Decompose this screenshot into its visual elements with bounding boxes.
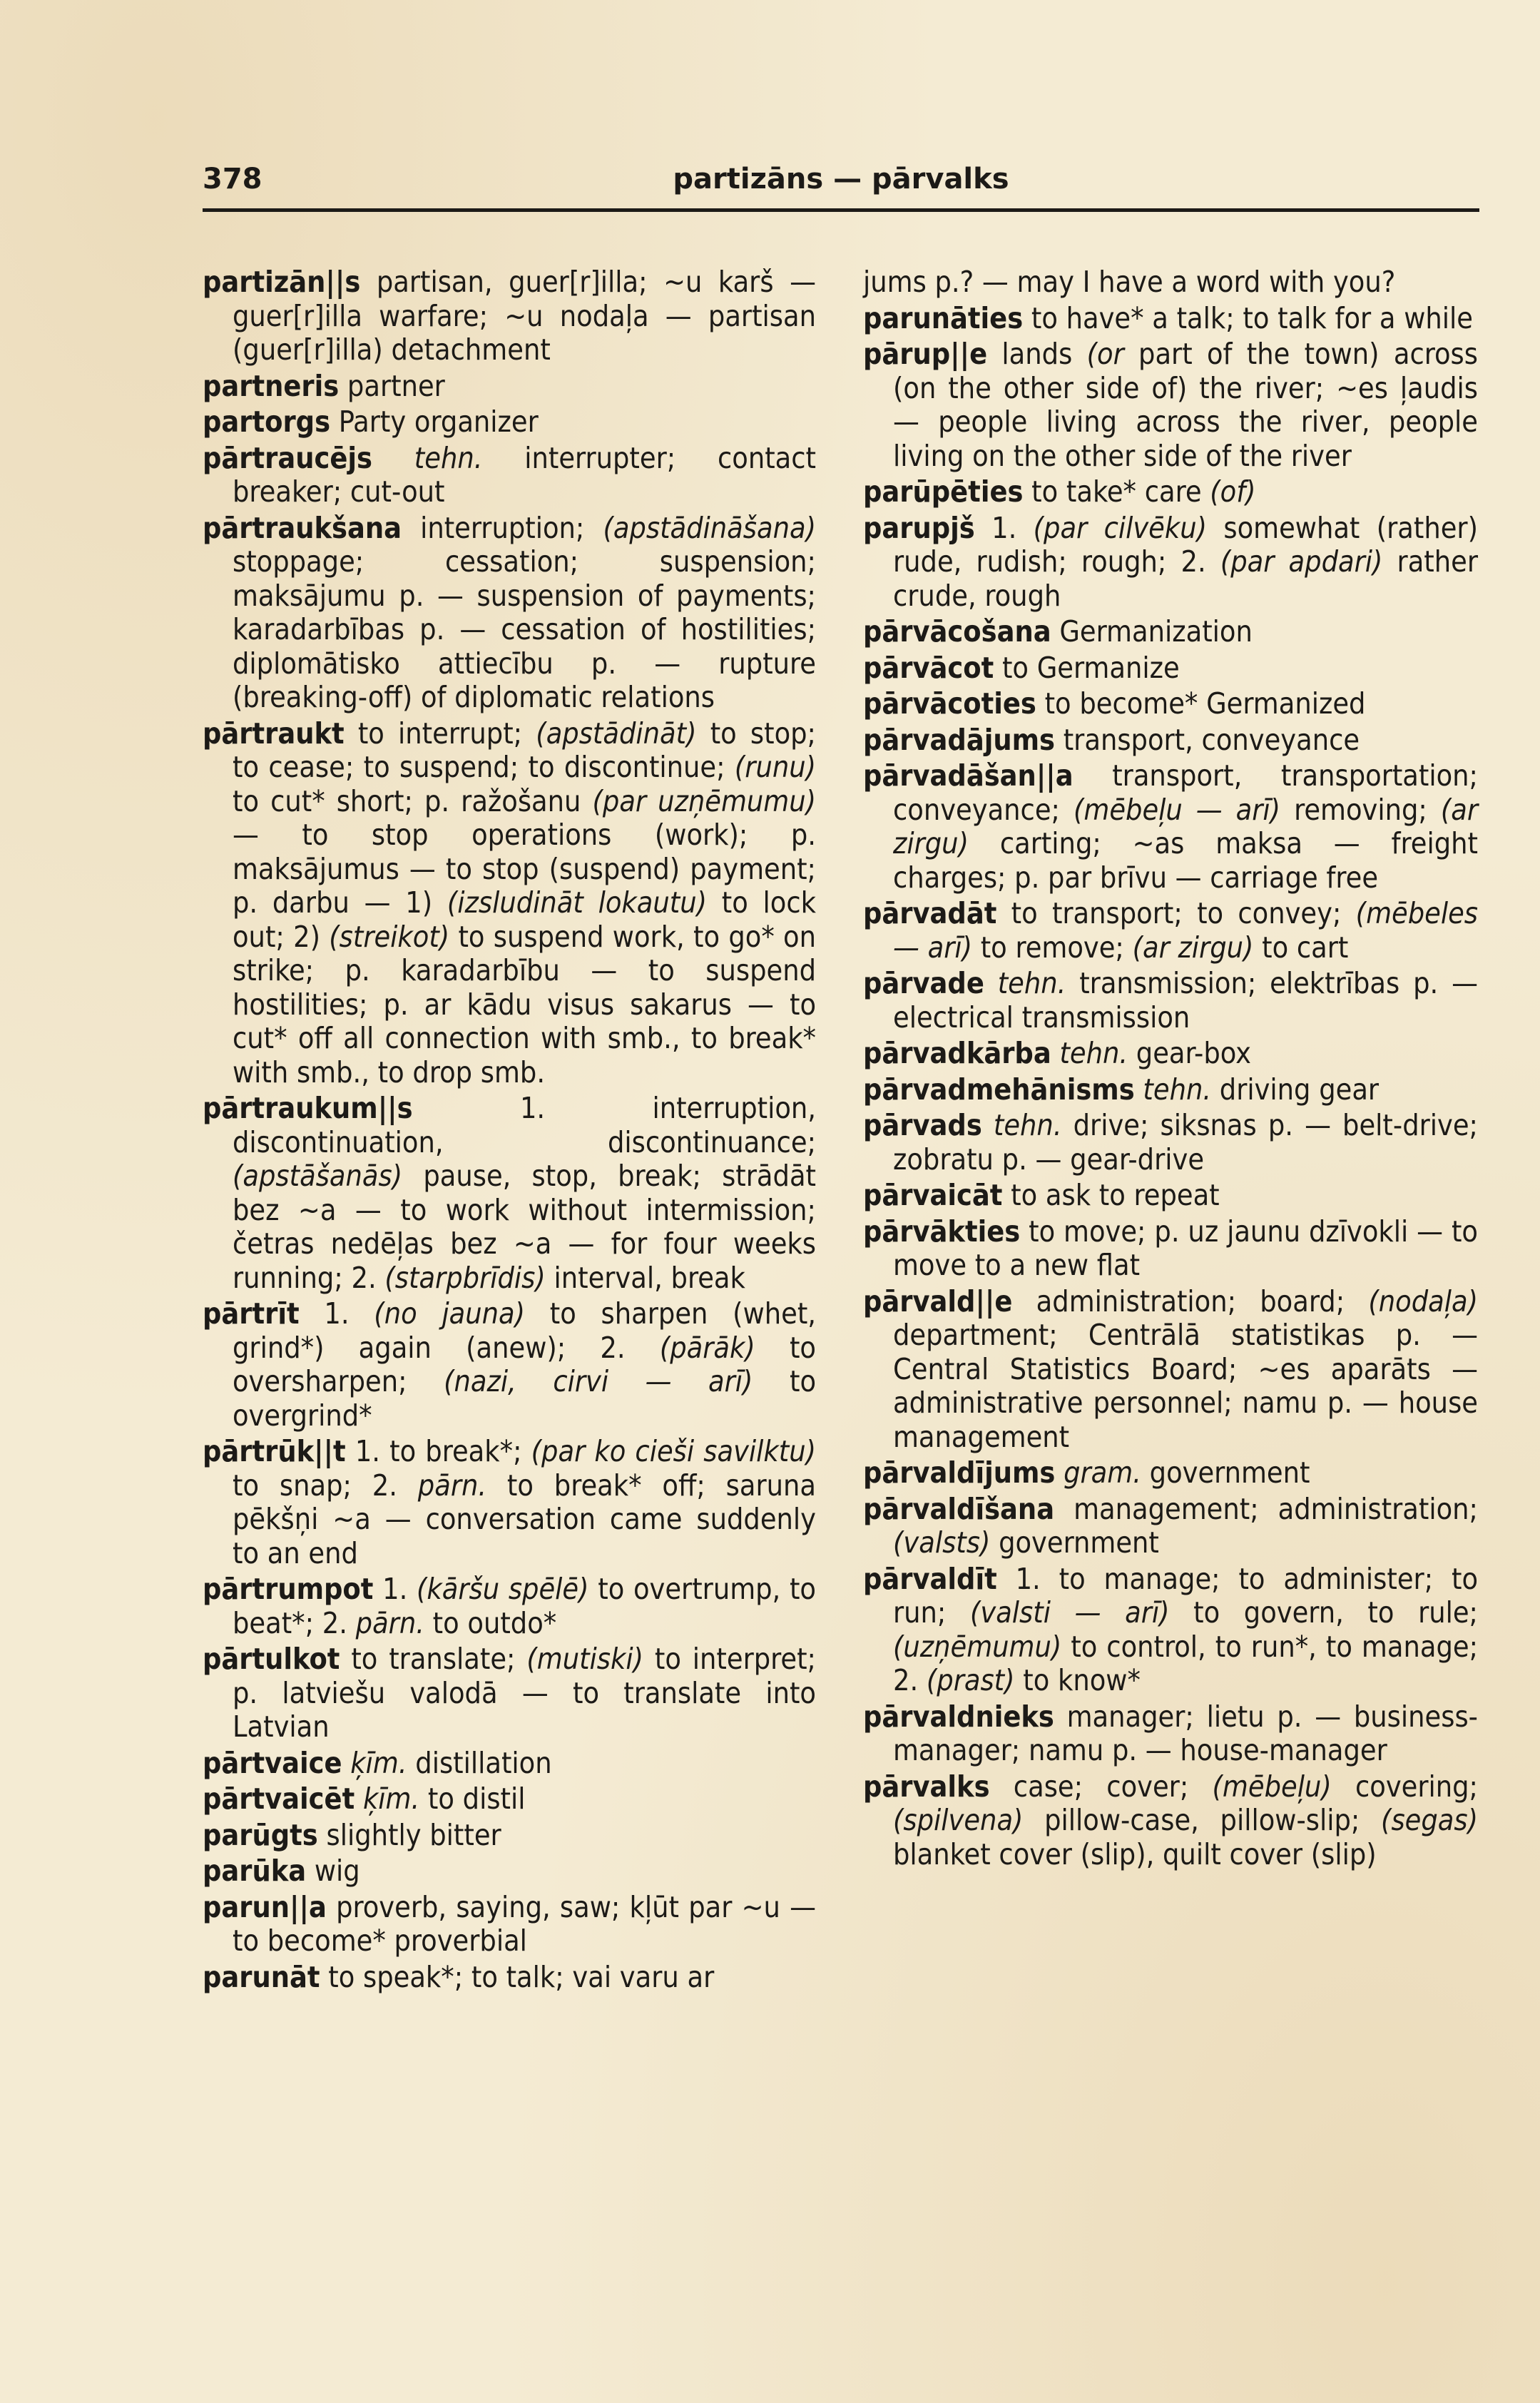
entry-label-italic: (no jauna) — [374, 1296, 526, 1331]
entry-headword: pārtraukum||s — [203, 1091, 413, 1125]
entry-label-italic: (apstāšanās) — [233, 1159, 403, 1193]
dictionary-entry — [203, 1747, 816, 1781]
entry-label-italic: (apstādināšana) — [603, 510, 816, 545]
entry-headword: pārvākties — [863, 1214, 1021, 1249]
entry-label-italic: (par cilvēku) — [1033, 510, 1208, 545]
dictionary-entry — [863, 1285, 1478, 1455]
entry-text: to translate; — [340, 1642, 527, 1676]
entry-text: transport, transportation; conveyance; — [893, 758, 1478, 827]
dictionary-entry — [863, 759, 1478, 895]
dictionary-entry — [203, 1642, 816, 1744]
entry-text: to lock out; 2) — [233, 885, 816, 954]
entry-label-italic: tehn. — [997, 966, 1066, 1000]
right-column — [863, 265, 1478, 1874]
entry-text: gear-box — [1128, 1036, 1251, 1070]
entry-text: to speak*; to talk; vai varu ar — [320, 1959, 715, 1994]
entry-text: interruption; — [402, 510, 603, 545]
entry-text: to transport; to convey; — [996, 896, 1356, 930]
dictionary-entry — [863, 1179, 1478, 1213]
entry-text: administration; board; — [1012, 1284, 1369, 1319]
entry-text: to sharpen (whet, grind*) again (anew); 2. — [233, 1296, 816, 1365]
entry-headword: pārvadājums — [863, 722, 1056, 757]
entry-headword: pārvaldījums — [863, 1455, 1056, 1490]
entry-text — [355, 1782, 363, 1816]
entry-text: 1. to manage; to administer; to run; — [893, 1561, 1478, 1630]
dictionary-entry — [863, 337, 1478, 473]
dictionary-entry — [203, 1092, 816, 1295]
entry-label-italic: (par ko cieši savilktu) — [531, 1434, 816, 1468]
entry-text: to remove; — [972, 930, 1133, 965]
entry-text: somewhat (rather) rude, rudish; rough; 2. — [893, 510, 1478, 579]
entry-label-italic: (streikot) — [329, 919, 450, 954]
dictionary-entry — [203, 1891, 816, 1959]
entry-headword: pārtrīt — [203, 1296, 300, 1331]
dictionary-entry — [203, 1297, 816, 1433]
dictionary-entry — [863, 615, 1478, 649]
entry-label-italic: (ar zirgu) — [893, 792, 1479, 860]
entry-text: to interpret; p. latviešu valodā — to translate into Latvian — [233, 1642, 816, 1744]
entry-label-italic: (apstādināt) — [536, 716, 697, 751]
entry-text: pause, stop, break; strādāt bez ~a — to work without intermission; četras nedēļas bez ~a — for four weeks running; 2. — [233, 1159, 816, 1295]
dictionary-entry — [863, 1215, 1478, 1283]
entry-label-italic: tehn. — [1059, 1036, 1128, 1070]
entry-text: to control, to run*, to manage; 2. — [893, 1629, 1478, 1697]
entry-text: drive; siksnas p. — belt-drive; zobratu p. — gear-drive — [893, 1108, 1478, 1177]
entry-text: covering; — [1331, 1769, 1478, 1804]
entry-headword: pārvadkārba — [863, 1036, 1051, 1070]
dictionary-entry — [863, 512, 1478, 614]
entry-text: management; administration; — [1054, 1491, 1478, 1526]
entry-text: to stop; to cease; to suspend; to discontinue; — [233, 716, 816, 784]
entry-text: to cart — [1253, 930, 1349, 965]
entry-label-italic: (mēbeļu — arī) — [1073, 792, 1281, 827]
dictionary-entry — [863, 1037, 1478, 1071]
entry-text: proverb, saying, saw; kļūt par ~u — to become* proverbial — [233, 1889, 816, 1958]
entry-label-italic: (valsti — arī) — [969, 1595, 1170, 1630]
entry-label-italic: gram. — [1064, 1455, 1141, 1490]
entry-text: to govern, to rule; — [1169, 1595, 1478, 1630]
entry-label-italic: (kāršu spēlē) — [417, 1572, 589, 1606]
entry-headword: pārtraukšana — [203, 510, 402, 545]
entry-headword: pārtrūk||t — [203, 1434, 346, 1468]
entry-headword: pārvadāšan||a — [863, 758, 1074, 793]
entry-text: partisan, guer[r]illa; ~u karš — guer[r]illa warfare; ~u nodaļa — partisan (guer[r]illa) detachment — [233, 265, 816, 367]
entry-label-italic: (or — [1086, 337, 1124, 371]
left-column — [203, 265, 816, 1996]
entry-label-italic: tehn. — [1143, 1072, 1212, 1107]
running-head: partizāns — pārvalks — [673, 163, 1009, 195]
entry-text: to know* — [1014, 1663, 1141, 1697]
entry-label-italic: (prast) — [926, 1663, 1015, 1697]
entry-headword: pārvācot — [863, 650, 994, 685]
dictionary-entry — [203, 1819, 816, 1853]
entry-text: blanket cover (slip), quilt cover (slip) — [893, 1836, 1377, 1871]
entry-text: lands — [987, 337, 1087, 371]
dictionary-entry — [863, 1770, 1478, 1872]
entry-label-italic: pārn. — [417, 1468, 487, 1503]
dictionary-entry — [863, 265, 1478, 300]
entry-text: interrupter; contact breaker; cut-out — [233, 440, 816, 509]
entry-text — [1055, 1455, 1064, 1490]
entry-text: 1. interruption, discontinuation, discontinuance; — [233, 1091, 816, 1159]
entry-text: to ask to repeat — [1002, 1178, 1220, 1212]
dictionary-entry — [863, 475, 1478, 509]
entry-label-italic: (segas) — [1381, 1803, 1478, 1837]
entry-text: to break* off; saruna pēkšņi ~a — conversation came suddenly to an end — [233, 1468, 816, 1570]
entry-text: to distil — [419, 1782, 526, 1816]
dictionary-entry — [863, 1109, 1478, 1177]
entry-headword: parūgts — [203, 1817, 318, 1852]
dictionary-entry — [863, 687, 1478, 721]
dictionary-entry — [203, 442, 816, 509]
dictionary-entry — [203, 1782, 816, 1817]
entry-text: interval, break — [545, 1260, 745, 1295]
dictionary-entry — [203, 717, 816, 1090]
entry-text: distillation — [407, 1745, 552, 1780]
entry-text: to suspend work, to go* on strike; p. karadarbību — to suspend hostilities; p. ar kādu visus sakarus — to cut* off all connection with smb., to break* with smb., to drop smb. — [233, 919, 816, 1089]
entry-label-italic: (spilvena) — [893, 1803, 1024, 1837]
entry-text: transport, conveyance — [1055, 722, 1360, 757]
dictionary-entry — [863, 302, 1478, 336]
entry-text: driving gear — [1211, 1072, 1380, 1107]
entry-text: slightly bitter — [317, 1817, 501, 1852]
entry-text: to outdo* — [424, 1605, 557, 1640]
entry-label-italic: tehn. — [993, 1108, 1062, 1142]
entry-text: to Germanize — [994, 650, 1180, 685]
entry-label-italic: (mutiski) — [526, 1642, 643, 1676]
page-number: 378 — [203, 163, 262, 195]
entry-text: pillow-case, pillow-slip; — [1023, 1803, 1382, 1837]
entry-headword: pārtvaicēt — [203, 1782, 355, 1816]
entry-label-italic: pārn. — [355, 1605, 424, 1640]
entry-headword: pārvaldīšana — [863, 1491, 1055, 1526]
entry-label-italic: (of) — [1210, 474, 1256, 509]
entry-headword: pārvaldnieks — [863, 1699, 1054, 1734]
entry-text: to become* Germanized — [1036, 686, 1366, 721]
entry-text: department; Centrālā statistikas p. — Central Statistics Board; ~es aparāts — administrative personnel; namu p. — house management — [893, 1318, 1478, 1454]
entry-text: 1. to break*; — [345, 1434, 531, 1468]
entry-headword: pārvadmehānisms — [863, 1072, 1135, 1107]
entry-text: to have* a talk; to talk for a while — [1023, 300, 1473, 335]
entry-text — [982, 1108, 994, 1142]
entry-headword: pārvācoties — [863, 686, 1036, 721]
entry-text: to overgrind* — [233, 1364, 817, 1433]
entry-headword: pārvadāt — [863, 896, 997, 930]
page-header — [203, 158, 1479, 201]
entry-headword: partizān||s — [203, 265, 361, 299]
dictionary-entry — [203, 265, 816, 367]
entry-text — [1051, 1036, 1060, 1070]
entry-text: carting; ~as maksa — freight charges; p. par brīvu — carriage free — [893, 826, 1478, 895]
entry-text: partner — [339, 368, 445, 403]
entry-text: stoppage; cessation; suspension; maksājumu p. — suspension of payments; karadarbības p. — cessation of hostilities; diplomātisko attiecību p. — rupture (breaking-off) of diplomatic relations — [233, 544, 816, 714]
entry-label-italic: ķīm. — [350, 1745, 407, 1780]
entry-text: rather crude, rough — [893, 544, 1479, 613]
entry-text: to cut* short; p. ražošanu — [233, 783, 593, 818]
dictionary-entry — [863, 1456, 1478, 1490]
entry-label-italic: tehn. — [414, 440, 483, 475]
entry-text: 1. — [299, 1296, 374, 1331]
entry-text: case; cover; — [989, 1769, 1213, 1804]
entry-text: manager; lietu p. — business-manager; namu p. — house-manager — [893, 1699, 1478, 1767]
entry-headword: parupjš — [863, 510, 975, 545]
dictionary-entry — [863, 897, 1478, 965]
entry-text: removing; — [1280, 792, 1441, 827]
dictionary-entry — [203, 370, 816, 404]
entry-label-italic: (nodaļa) — [1368, 1284, 1478, 1319]
entry-headword: parūka — [203, 1854, 307, 1888]
dictionary-entry — [203, 405, 816, 440]
entry-headword: pārtulkot — [203, 1642, 340, 1676]
entry-label-italic: (valsts) — [893, 1525, 991, 1560]
entry-label-italic: (mēbeles — arī) — [893, 896, 1478, 965]
entry-label-italic: (mēbeļu) — [1212, 1769, 1332, 1804]
entry-text: transmission; elektrības p. — electrical transmission — [893, 966, 1478, 1035]
entry-text — [372, 441, 414, 475]
entry-headword: pārtrumpot — [203, 1572, 374, 1606]
dictionary-entry — [863, 967, 1478, 1035]
entry-text: to take* care — [1023, 474, 1210, 509]
entry-text: government — [990, 1525, 1159, 1560]
entry-text: government — [1141, 1455, 1310, 1490]
entry-headword: partorgs — [203, 405, 331, 439]
dictionary-entry — [203, 1854, 816, 1889]
entry-label-italic: (pārāk) — [659, 1330, 755, 1365]
entry-text: 1. — [373, 1572, 417, 1606]
entry-label-italic: (runu) — [734, 750, 816, 784]
entry-headword: pārvald||e — [863, 1284, 1013, 1319]
entry-label-italic: (par uzņēmumu) — [592, 783, 816, 818]
entry-headword: pārtraukt — [203, 716, 345, 751]
entry-text — [984, 966, 998, 1000]
entry-label-italic: (ar zirgu) — [1132, 930, 1254, 965]
entry-text: to oversharpen; — [233, 1330, 816, 1398]
entry-text — [1135, 1072, 1143, 1107]
entry-headword: parunāt — [203, 1959, 320, 1994]
entry-headword: partneris — [203, 368, 340, 403]
entry-headword: parūpēties — [863, 474, 1024, 509]
dictionary-entry — [203, 1961, 816, 1995]
dictionary-entry — [863, 1073, 1478, 1107]
entry-label-italic: ķīm. — [362, 1782, 420, 1816]
dictionary-entry — [863, 1700, 1478, 1768]
entry-text: jums p.? — may I have a word with you? — [863, 265, 1396, 299]
entry-headword: pārvads — [863, 1108, 982, 1142]
dictionary-entry — [203, 1573, 816, 1640]
entry-text: to snap; 2. — [233, 1468, 418, 1503]
entry-text: to overtrump, to beat*; 2. — [233, 1572, 816, 1640]
entry-text: part of the town) across (on the other side of) the river; ~es ļaudis — people living across the river, people living on the other side of the river — [893, 337, 1478, 473]
entry-text: Germanization — [1051, 614, 1253, 649]
entry-label-italic: (uzņēmumu) — [893, 1629, 1062, 1664]
entry-text: — to stop operations (work); p. maksājumus — to stop (suspend) payment; p. darbu — 1) — [233, 818, 816, 920]
entry-headword: parun||a — [203, 1889, 327, 1924]
entry-headword: pārtvaice — [203, 1745, 342, 1780]
dictionary-entry — [863, 651, 1478, 686]
entry-headword: parunāties — [863, 300, 1024, 335]
header-rule — [203, 208, 1479, 212]
entry-headword: pārvaldīt — [863, 1561, 997, 1596]
entry-text: to interrupt; — [344, 716, 536, 751]
dictionary-entry — [203, 1435, 816, 1570]
entry-text — [342, 1746, 351, 1780]
entry-label-italic: (nazi, cirvi — arī) — [444, 1364, 753, 1398]
entry-headword: pārvade — [863, 966, 984, 1000]
entry-headword: pārvaicāt — [863, 1178, 1003, 1212]
entry-text: Party organizer — [330, 405, 539, 439]
entry-headword: pārup||e — [863, 337, 988, 371]
entry-label-italic: (izsludināt lokautu) — [447, 885, 707, 920]
entry-text: wig — [306, 1854, 360, 1888]
entry-headword: pārtraucējs — [203, 440, 372, 475]
dictionary-entry — [863, 723, 1478, 758]
dictionary-entry — [203, 512, 816, 715]
entry-text: to move; p. uz jaunu dzīvokli — to move to a new flat — [893, 1214, 1478, 1282]
entry-label-italic: (starpbrīdis) — [384, 1260, 546, 1295]
entry-text: 1. — [974, 510, 1034, 545]
dictionary-entry — [863, 1563, 1478, 1698]
entry-headword: pārvalks — [863, 1769, 990, 1804]
entry-headword: pārvācošana — [863, 614, 1051, 649]
dictionary-entry — [863, 1493, 1478, 1560]
entry-label-italic: (par apdari) — [1220, 544, 1383, 579]
